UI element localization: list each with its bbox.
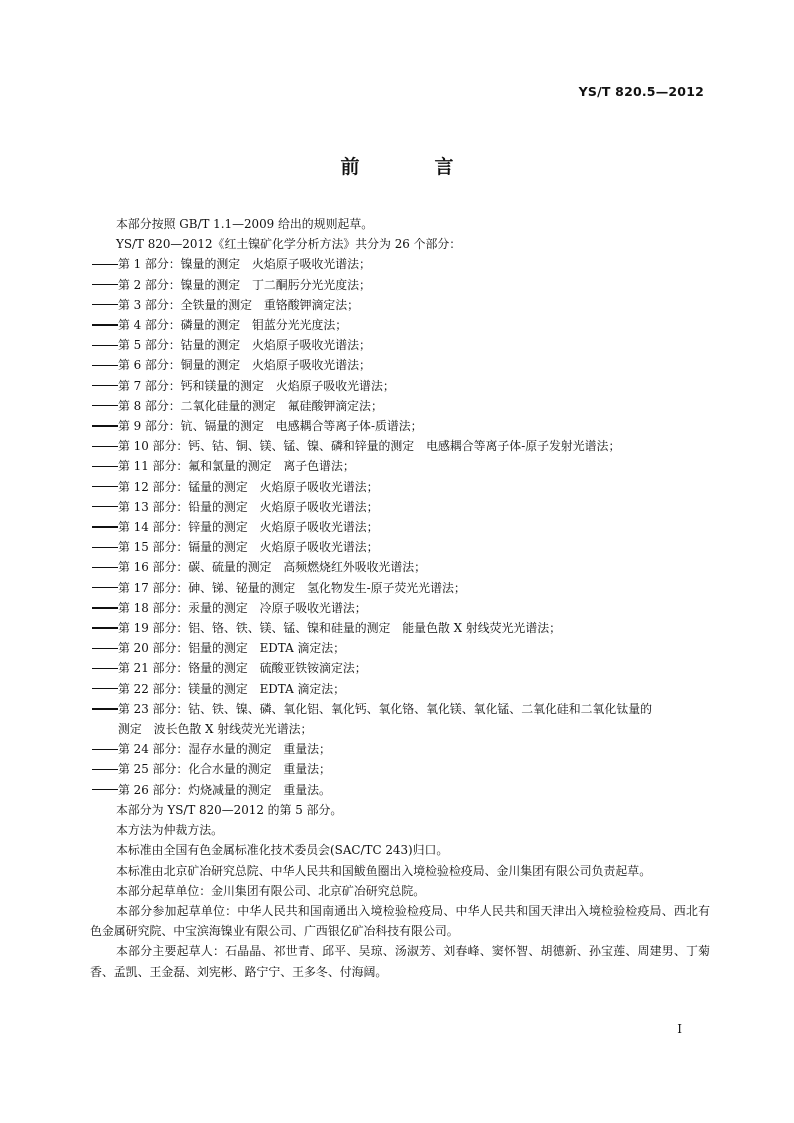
list-item: 第 17 部分：砷、锑、铋量的测定 氢化物发生-原子荧光光谱法； bbox=[90, 578, 710, 598]
list-item: 第 18 部分：汞量的测定 冷原子吸收光谱法； bbox=[90, 598, 710, 618]
list-item: 第 10 部分：钙、钴、铜、镁、锰、镍、磷和锌量的测定 电感耦合等离子体-原子发射光谱法； bbox=[90, 436, 710, 456]
dash-mark bbox=[90, 658, 118, 678]
dash-mark bbox=[90, 295, 118, 315]
dash-mark bbox=[90, 578, 118, 598]
dash-mark bbox=[90, 739, 118, 759]
intro-paragraph: 本部分按照 GB/T 1.1—2009 给出的规则起草。 bbox=[116, 217, 374, 231]
parts-list bbox=[90, 254, 710, 799]
list-item: 第 16 部分：碳、硫量的测定 高频燃烧红外吸收光谱法； bbox=[90, 557, 710, 577]
list-item: 第 6 部分：铜量的测定 火焰原子吸收光谱法； bbox=[90, 355, 710, 375]
body-paragraph: 本标准由全国有色金属标准化技术委员会(SAC/TC 243)归口。 bbox=[116, 843, 449, 858]
dash-mark bbox=[90, 254, 118, 274]
dash-mark bbox=[90, 780, 118, 800]
standard-code: YS/T 820.5—2012 bbox=[578, 84, 704, 99]
list-item: 第 4 部分：磷量的测定 钼蓝分光光度法； bbox=[90, 315, 710, 335]
dash-mark bbox=[90, 759, 118, 779]
dash-mark bbox=[90, 699, 118, 719]
list-item: 第 20 部分：铝量的测定 EDTA 滴定法； bbox=[90, 638, 710, 658]
dash-mark bbox=[90, 416, 118, 436]
list-item: 第 9 部分：钪、镉量的测定 电感耦合等离子体-质谱法； bbox=[90, 416, 710, 436]
list-item: 第 12 部分：锰量的测定 火焰原子吸收光谱法； bbox=[90, 477, 710, 497]
page-number: I bbox=[677, 1022, 682, 1036]
dash-mark bbox=[90, 679, 118, 699]
dash-mark bbox=[90, 497, 118, 517]
list-item: 第 21 部分：铬量的测定 硫酸亚铁铵滴定法； bbox=[90, 658, 710, 678]
body-paragraph: 本部分为 YS/T 820—2012 的第 5 部分。 bbox=[116, 802, 343, 817]
list-item: 第 7 部分：钙和镁量的测定 火焰原子吸收光谱法； bbox=[90, 376, 710, 396]
list-item: 第 26 部分：灼烧减量的测定 重量法。 bbox=[90, 780, 710, 800]
list-item: 第 15 部分：镉量的测定 火焰原子吸收光谱法； bbox=[90, 537, 710, 557]
dash-mark bbox=[90, 618, 118, 638]
body-paragraph: 本部分起草单位：金川集团有限公司、北京矿冶研究总院。 bbox=[116, 883, 426, 898]
list-item: 第 11 部分：氟和氯量的测定 离子色谱法； bbox=[90, 456, 710, 476]
list-item-continuation: 测定 波长色散 X 射线荧光光谱法； bbox=[118, 722, 313, 737]
dash-mark bbox=[90, 456, 118, 476]
list-item: 第 5 部分：钴量的测定 火焰原子吸收光谱法； bbox=[90, 335, 710, 355]
list-item: 第 22 部分：镁量的测定 EDTA 滴定法； bbox=[90, 679, 710, 699]
dash-mark bbox=[90, 598, 118, 618]
list-item: 第 1 部分：镍量的测定 火焰原子吸收光谱法； bbox=[90, 254, 710, 274]
dash-mark bbox=[90, 557, 118, 577]
dash-mark bbox=[90, 335, 118, 355]
list-item: 第 2 部分：镍量的测定 丁二酮肟分光光度法； bbox=[90, 275, 710, 295]
dash-mark bbox=[90, 376, 118, 396]
dash-mark bbox=[90, 477, 118, 497]
intro-paragraph: YS/T 820—2012《红土镍矿化学分析方法》共分为 26 个部分： bbox=[116, 237, 462, 252]
dash-mark bbox=[90, 517, 118, 537]
list-item: 第 13 部分：铅量的测定 火焰原子吸收光谱法； bbox=[90, 497, 710, 517]
body-paragraph: 本部分主要起草人：石晶晶、祁世青、邱平、吴琼、汤淑芳、刘春峰、窦怀智、胡德新、孙宝莲、周建男、丁菊香、孟凯、王金磊、刘宪彬、路宁宁、王多冬、付海阔。 bbox=[90, 944, 710, 979]
dash-mark bbox=[90, 275, 118, 295]
body-paragraph: 本标准由北京矿冶研究总院、中华人民共和国鲅鱼圈出入境检验检疫局、金川集团有限公司负责起草。 bbox=[116, 863, 652, 878]
dash-mark bbox=[90, 315, 118, 335]
dash-mark bbox=[90, 396, 118, 416]
page-title: 前 言 bbox=[340, 156, 482, 178]
list-item: 第 23 部分：钴、铁、镍、磷、氧化铝、氧化钙、氧化铬、氧化镁、氧化锰、二氧化硅和二氧化钛量的 bbox=[90, 699, 710, 719]
body-paragraph: 本方法为仲裁方法。 bbox=[116, 823, 224, 838]
dash-mark bbox=[90, 355, 118, 375]
list-item: 第 8 部分：二氧化硅量的测定 氟硅酸钾滴定法； bbox=[90, 396, 710, 416]
dash-mark bbox=[90, 436, 118, 456]
document-body bbox=[90, 214, 710, 982]
dash-mark bbox=[90, 537, 118, 557]
list-item: 第 19 部分：铝、铬、铁、镁、锰、镍和硅量的测定 能量色散 X 射线荧光光谱法； bbox=[90, 618, 710, 638]
list-item: 第 25 部分：化合水量的测定 重量法； bbox=[90, 759, 710, 779]
list-item: 第 14 部分：锌量的测定 火焰原子吸收光谱法； bbox=[90, 517, 710, 537]
list-item: 第 3 部分：全铁量的测定 重铬酸钾滴定法； bbox=[90, 295, 710, 315]
dash-mark bbox=[90, 638, 118, 658]
body-paragraph: 本部分参加起草单位：中华人民共和国南通出入境检验检疫局、中华人民共和国天津出入境检验检疫局、西北有色金属研究院、中宝滨海镍业有限公司、广西银亿矿冶科技有限公司。 bbox=[90, 903, 710, 939]
list-item: 第 24 部分：湿存水量的测定 重量法； bbox=[90, 739, 710, 759]
